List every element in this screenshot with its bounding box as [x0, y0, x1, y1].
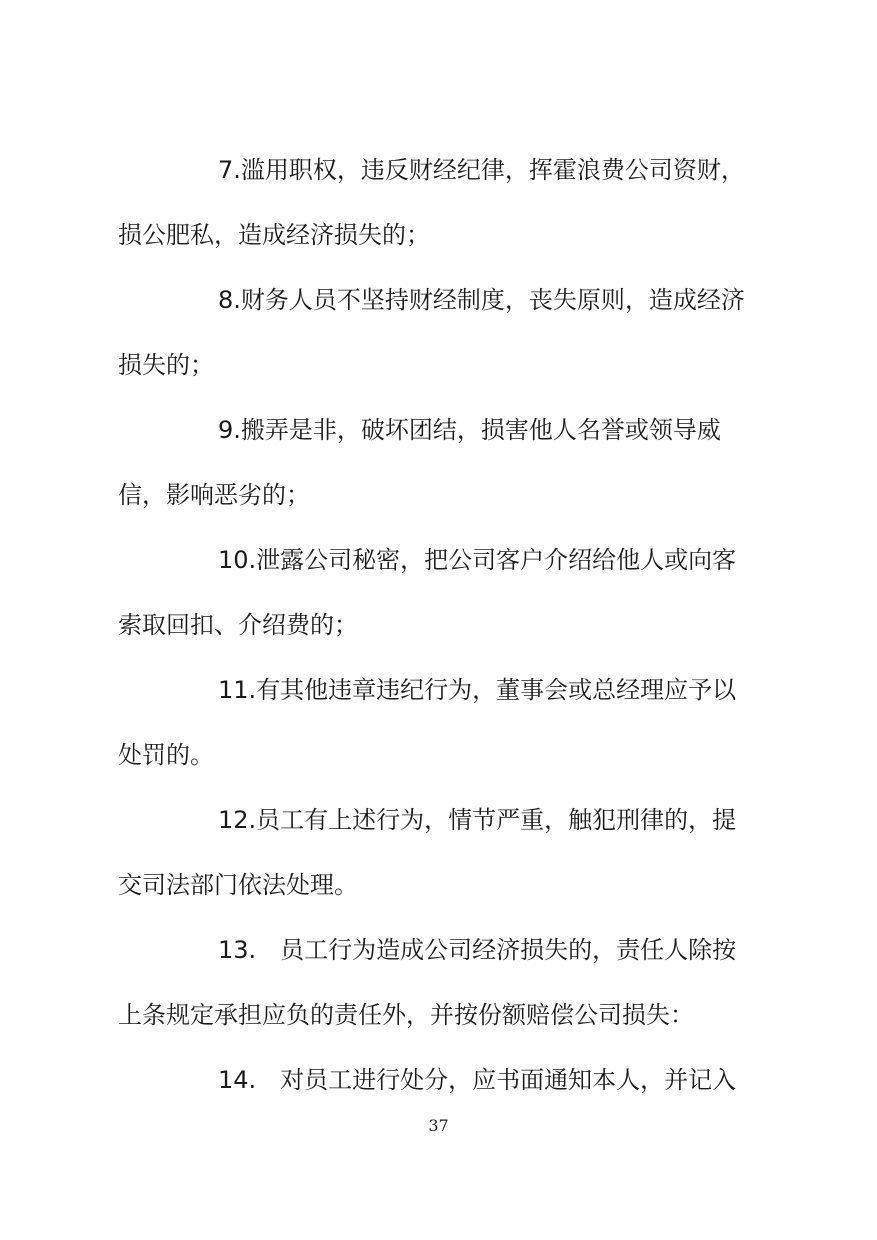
- paragraph-line: 14. 对员工进行处分，应书面通知本人，并记入: [218, 1066, 737, 1094]
- paragraph-line: 处罚的。: [118, 741, 214, 769]
- paragraph-line: 13. 员工行为造成公司经济损失的，责任人除按: [218, 936, 737, 964]
- paragraph-line: 损失的；: [118, 351, 214, 379]
- paragraph-line: 索取回扣、介绍费的；: [118, 611, 358, 639]
- paragraph-line: 9.搬弄是非，破坏团结，损害他人名誉或领导威: [218, 416, 721, 444]
- paragraph-item-12: [118, 788, 768, 918]
- paragraph-line: 12.员工有上述行为，情节严重，触犯刑律的，提: [218, 806, 737, 834]
- paragraph-item-10: [118, 528, 768, 658]
- body-text: [118, 138, 768, 1113]
- paragraph-line: 10.泄露公司秘密，把公司客户介绍给他人或向客: [218, 546, 737, 574]
- paragraph-line: 8.财务人员不坚持财经制度，丧失原则，造成经济: [218, 286, 745, 314]
- paragraph-item-13: [118, 918, 768, 1048]
- paragraph-line: 7.滥用职权，违反财经纪律，挥霍浪费公司资财，: [218, 156, 745, 184]
- paragraph-item-11: [118, 658, 768, 788]
- paragraph-item-8: [118, 268, 768, 398]
- paragraph-line: 交司法部门依法处理。: [118, 871, 358, 899]
- paragraph-line: 上条规定承担应负的责任外，并按份额赔偿公司损失：: [118, 1001, 694, 1029]
- paragraph-line: 信，影响恶劣的；: [118, 481, 310, 509]
- paragraph-item-14: [118, 1048, 768, 1113]
- paragraph-item-9: [118, 398, 768, 528]
- paragraph-item-7: [118, 138, 768, 268]
- page-number: 37: [428, 1116, 449, 1135]
- paragraph-line: 11.有其他违章违纪行为，董事会或总经理应予以: [218, 676, 737, 704]
- paragraph-line: 损公肥私，造成经济损失的；: [118, 221, 430, 249]
